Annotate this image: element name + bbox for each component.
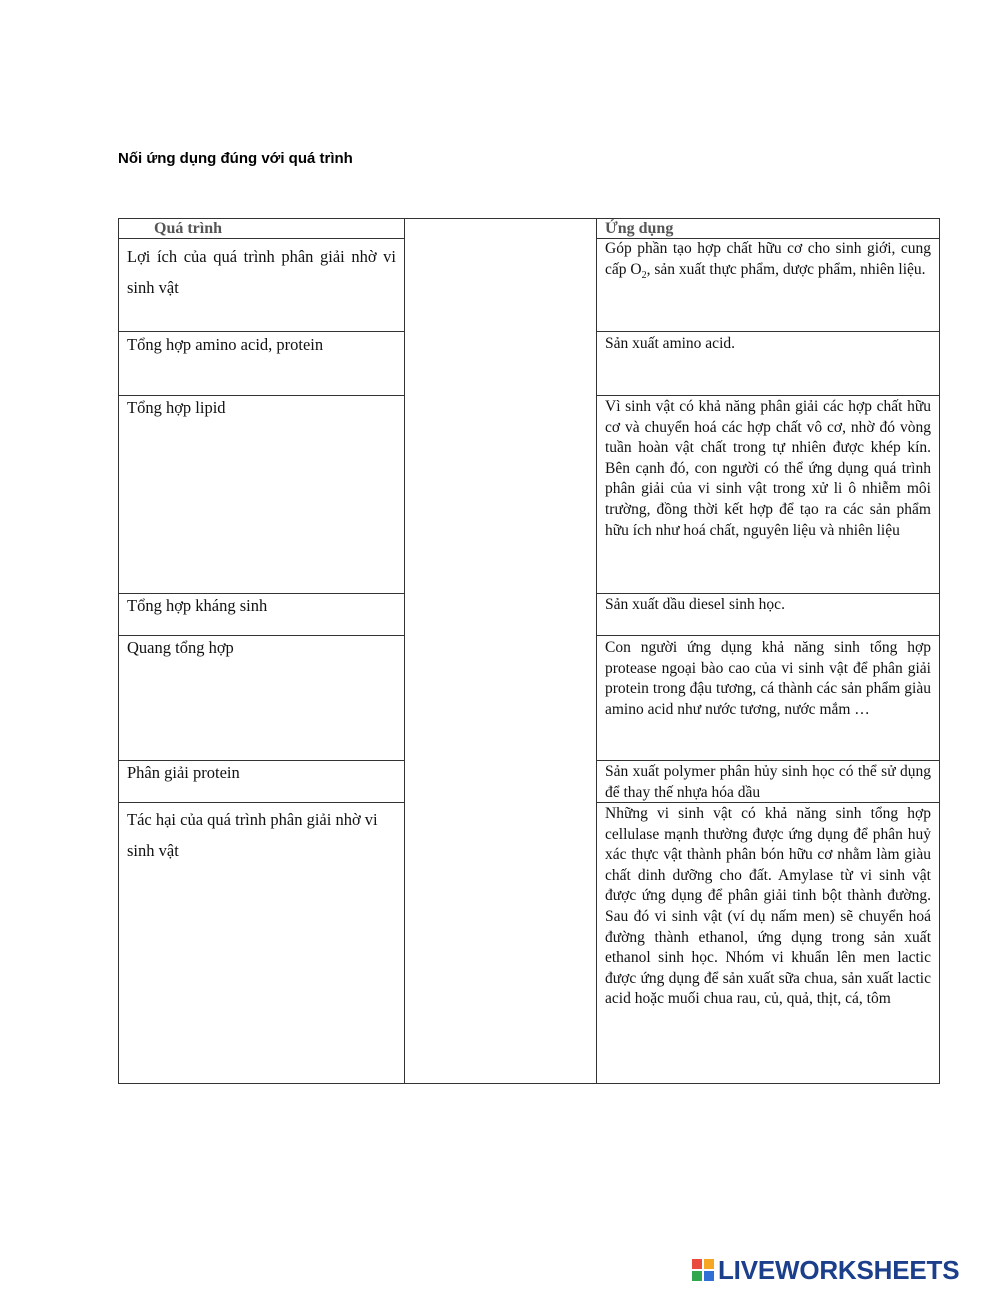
process-item[interactable]: Phân giải protein [127,763,240,782]
liveworksheets-logo [692,1256,959,1284]
application-text: Con người ứng dụng khả năng sinh tổng hợp protease ngoại bào cao của vi sinh vật để phân giải protein trong đậu tương, cá thành các sản phẩm giàu amino acid như nước tương, nước mắm … [605,639,931,718]
process-item[interactable]: Tổng hợp amino acid, protein [127,335,324,354]
process-item[interactable]: Tác hại của quá trình phân giải nhờ vi sinh vật [127,810,378,860]
process-item[interactable]: Lợi ích của quá trình phân giải nhờ vi sinh vật [127,247,396,297]
row-line [596,635,940,636]
matching-table [118,218,940,1084]
application-item[interactable] [597,239,939,286]
header-process: Quá trình [154,220,223,237]
application-text: Sản xuất polymer phân hủy sinh học có thể sử dụng để thay thế nhựa hóa dầu [605,763,931,801]
application-text: Những vi sinh vật có khả năng sinh tổng hợp cellulase mạnh thường được ứng dụng để phân huỷ xác thực vật thành phân bón hữu cơ nhằm làm giàu chất dinh dưỡng cho đất. Amylase từ vi sinh vật được ứng dụng để phân giải tinh bột thành đường. Sau đó vi sinh vật (ví dụ nấm men) sẽ chuyển hoá đường thành ethanol, ứng dụng trong sản xuất ethanol sinh học. Nhóm vi khuẩn lên men lactic được ứng dụng để sản xuất sữa chua, sản xuất lactic acid hoặc muối chua rau, củ, quả, thịt, cá, tôm [605,805,931,1008]
table-border-right [939,218,940,1084]
application-text: Sản xuất amino acid. [605,335,735,352]
application-item[interactable] [597,638,939,720]
brand-name: LIVEWORKSHEETS [718,1254,960,1285]
page-title: Nối ứng dụng đúng với quá trình [118,150,353,167]
table-border-bottom [118,1083,940,1084]
row-line [118,802,405,803]
row-line [596,395,940,396]
application-item[interactable] [597,762,939,803]
row-line [596,331,940,332]
application-text: , sản xuất thực phẩm, dược phẩm, nhiên liệu. [646,260,926,278]
header-application: Ứng dụng [605,220,674,237]
application-item[interactable] [597,334,939,355]
application-item[interactable] [597,595,939,616]
application-subscript: 2 [641,269,647,281]
application-text: Góp phần tạo hợp chất hữu cơ cho sinh giới, cung cấp O [605,240,931,278]
application-text: Vì sinh vật có khả năng phân giải các hợp chất hữu cơ và chuyển hoá các hợp chất vô cơ, nhờ đó vòng tuần hoàn vật chất trong tự nhiên được khép kín. Bên cạnh đó, con người có thể ứng dụng quá trình phân giải của vi sinh vật trong xử li ô nhiễm môi trường, đồng thời kết hợp để tạo ra các sản phẩm hữu ích như hoá chất, nguyên liệu và nhiên liệu [605,398,931,539]
logo-blocks-icon [692,1259,714,1281]
row-line [596,760,940,761]
process-item[interactable]: Tổng hợp lipid [127,398,226,417]
matching-area[interactable] [405,218,596,1083]
row-line [596,593,940,594]
application-item[interactable] [597,804,939,1010]
application-text: Sản xuất dầu diesel sinh học. [605,596,785,613]
row-line [118,331,405,332]
application-item[interactable] [597,397,939,541]
process-item[interactable]: Tổng hợp kháng sinh [127,596,268,615]
process-item[interactable]: Quang tổng hợp [127,638,234,657]
